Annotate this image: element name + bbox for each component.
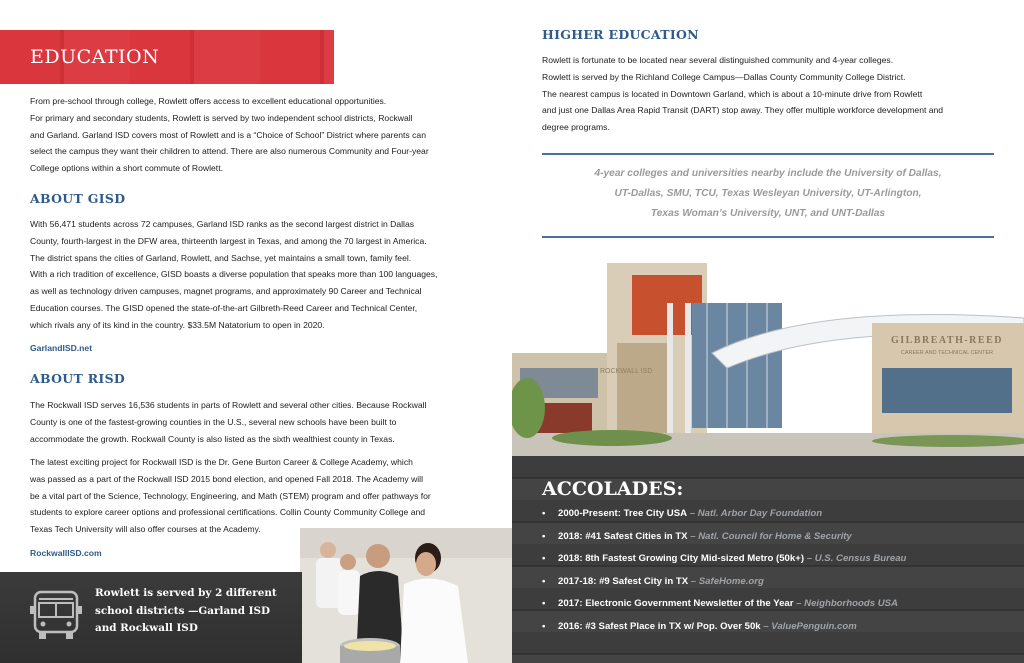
risd-line: Texas Tech University will also offer courses at the Academy. [30, 524, 261, 535]
accolades-list [542, 507, 1012, 642]
education-intro [30, 93, 485, 177]
culinary-illustration [300, 528, 512, 663]
higher-ed-line: Rowlett is served by the Richland College Campus—Dallas County Community College District. [542, 71, 906, 82]
risd-line: accommodate the growth. Rockwall County is also listed as the sixth wealthiest county in Texas. [30, 433, 395, 444]
risd-line: The latest exciting project for Rockwall ISD is the Dr. Gene Burton Career & College Academy, which [30, 457, 413, 467]
colleges-quote [542, 164, 994, 224]
risd-line: was passed as a part of the Rockwall ISD 2015 bond election, and opened Fall 2018. The Academy will [30, 473, 424, 484]
higher-ed-line: and just one Dallas Area Rapid Transit (DART) stop away. They offer multiple workforce development and [542, 105, 944, 116]
quote-line: 4-year colleges and universities nearby include the University of Dallas, [594, 168, 942, 179]
risd-heading: ABOUT RISD [30, 371, 126, 386]
intro-line: and Garland. Garland ISD covers most of Rowlett and is a “Choice of School” District where parents can [30, 129, 426, 140]
callout-line: Rowlett is served by 2 different [95, 587, 277, 599]
higher-ed-line: The nearest campus is located in Downtown Garland, which is about a 10-minute drive from Rowlett [542, 88, 923, 99]
gisd-line: With 56,471 students across 72 campuses, Garland ISD ranks as the second largest district in Dallas [30, 219, 415, 229]
intro-line: For primary and secondary students, Rowlett is served by two independent school districts, Rockwall [30, 112, 413, 123]
building-illustration [512, 243, 1024, 456]
risd-line: be a vital part of the Science, Technology, Engineering, and Math (STEM) program and offer pathways for [30, 490, 431, 501]
gisd-heading: ABOUT GISD [30, 191, 126, 206]
quote-line: Texas Woman’s University, UNT, and UNT-Dallas [650, 208, 886, 219]
risd-body-1 [30, 397, 485, 447]
list-item: • 2018: 8th Fastest Growing City Mid-sized Metro (50k+) – U.S. Census Bureau [542, 552, 1012, 575]
rockwall-isd-link[interactable]: RockwallISD.com [30, 548, 102, 558]
culinary-students-photo [300, 528, 512, 663]
gisd-body [30, 216, 485, 334]
education-banner [0, 30, 334, 84]
building-sign-main: GILBREATH-REED [891, 335, 1003, 346]
list-item: • 2017-18: #9 Safest City in TX – SafeHome.org [542, 575, 1012, 598]
risd-line: County is one of the fastest-growing counties in the U.S., several new schools have been built to [30, 416, 397, 427]
risd-body-2 [30, 454, 485, 538]
accolades-title: ACCOLADES: [542, 478, 684, 500]
higher-ed-line: Rowlett is fortunate to be located near several distinguished community and 4-year colleges. [542, 55, 894, 65]
quote-divider-top [542, 153, 994, 155]
intro-line: select the campus they want their children to attend. There are also numerous Community and Four-year [30, 146, 429, 157]
accolades-panel [512, 456, 1024, 663]
list-item: • 2018: #41 Safest Cities in TX – Natl. Council for Home & Security [542, 530, 1012, 553]
right-page [512, 0, 1024, 663]
gisd-line: as well as technology driven campuses, magnet programs, and approximately 90 Career and Technical [30, 286, 422, 297]
education-title: EDUCATION [30, 46, 160, 68]
quote-divider-bottom [542, 236, 994, 238]
quote-line: UT-Dallas, SMU, TCU, Texas Wesleyan University, UT-Arlington, [614, 188, 922, 199]
callout-line: and Rockwall ISD [95, 622, 198, 634]
building-side-sign: ROCKWALL ISD [600, 368, 653, 375]
risd-line: The Rockwall ISD serves 16,536 students in parts of Rowlett and several other cities. Because Rockwall [30, 400, 427, 410]
callout-line: school districts —Garland ISD [95, 604, 270, 617]
garland-isd-link[interactable]: GarlandISD.net [30, 343, 93, 353]
intro-line: College options within a short commute of Rowlett. [30, 163, 223, 174]
building-sign-sub: CAREER AND TECHNICAL CENTER [900, 350, 994, 356]
gilbreth-reed-building-photo [512, 243, 1024, 456]
gisd-line: County, fourth-largest in the DFW area, thirteenth largest in Texas, and among the 70 largest in America. [30, 235, 427, 246]
districts-callout [0, 572, 302, 663]
list-item: • 2000-Present: Tree City USA – Natl. Arbor Day Foundation [542, 507, 1012, 530]
risd-line: students to explore career options and professional certifications. Collin County Community College and [30, 507, 426, 518]
intro-line: From pre-school through college, Rowlett offers access to excellent educational opportunities. [30, 96, 387, 106]
gisd-line: which rivals any of its kind in the country. $33.5M Natatorium to open in 2020. [30, 319, 325, 330]
higher-ed-line: degree programs. [542, 122, 610, 133]
gisd-line: Education courses. The GISD opened the state-of-the-art Gilbreth-Reed Career and Technical Center, [30, 302, 418, 313]
higher-education-body [542, 52, 1002, 136]
list-item: • 2017: Electronic Government Newsletter of the Year – Neighborhoods USA [542, 597, 1012, 620]
list-item: • 2016: #3 Safest Place in TX w/ Pop. Over 50k – ValuePenguin.com [542, 620, 1012, 643]
gisd-line: The district spans the cities of Garland, Rowlett, and Sachse, yet maintains a small town, family feel. [30, 252, 412, 263]
higher-education-heading: HIGHER EDUCATION [542, 27, 699, 42]
school-bus-icon [27, 586, 85, 644]
districts-callout-text [95, 585, 295, 638]
gisd-line: With a rich tradition of excellence, GISD boasts a diverse population that speaks more than 100 languages, [30, 269, 438, 280]
